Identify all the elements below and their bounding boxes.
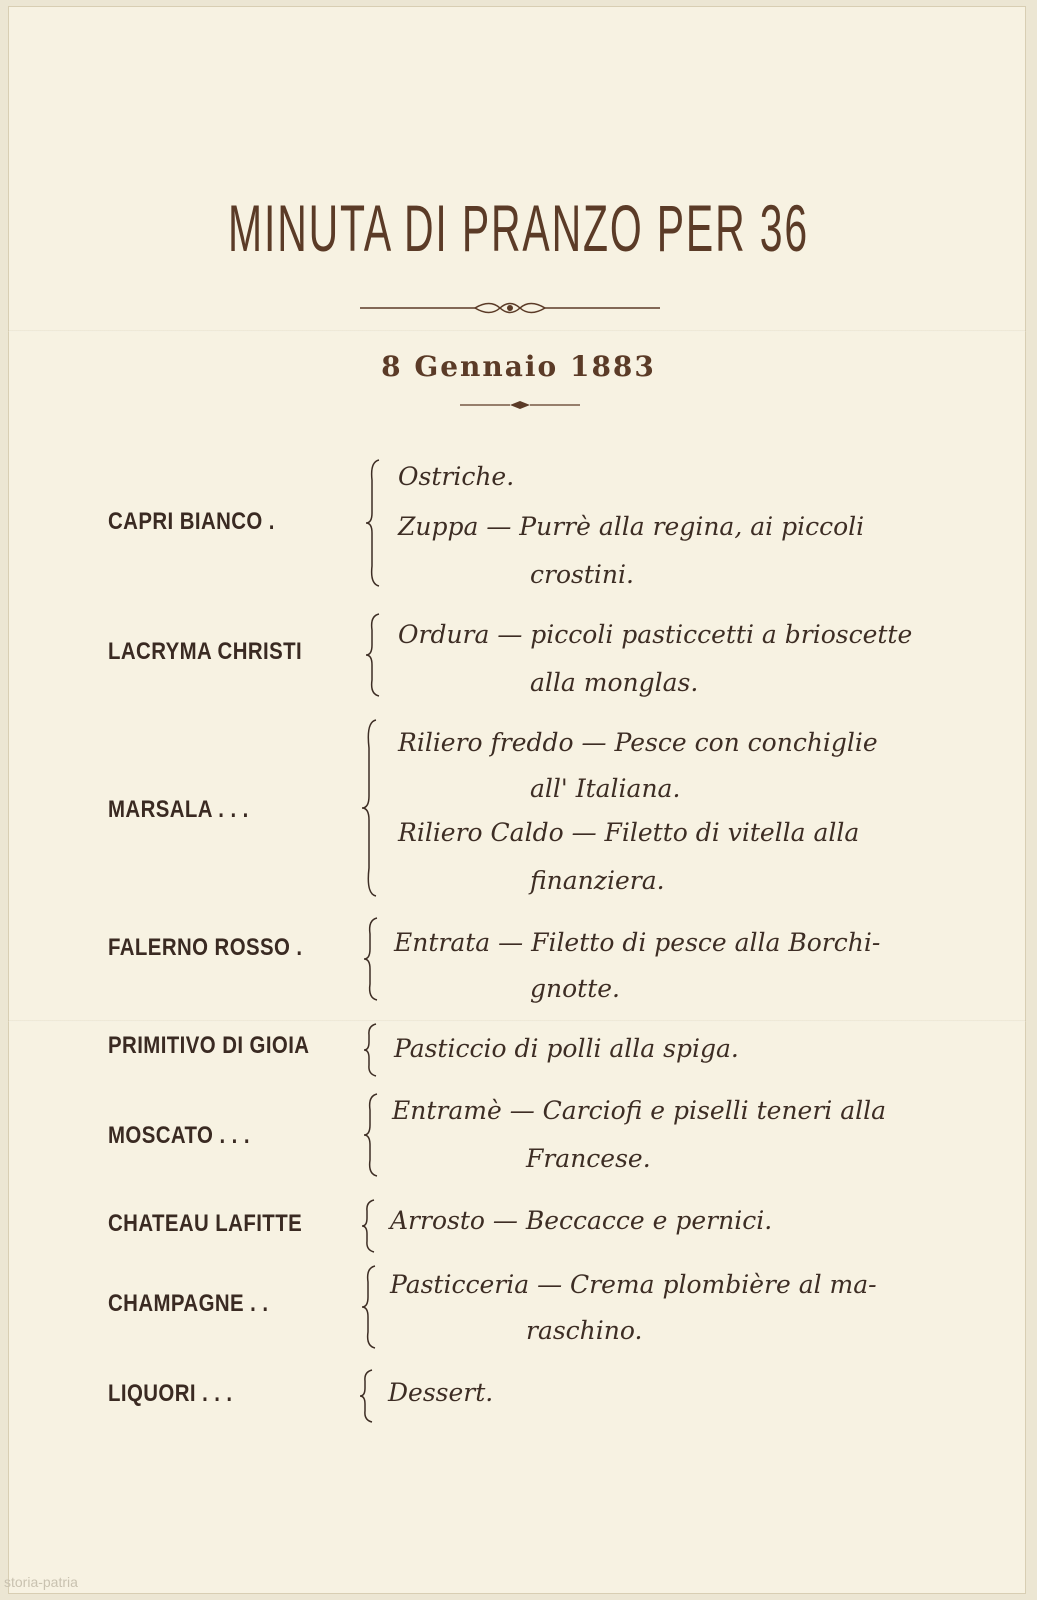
brace-icon: [362, 916, 382, 1002]
dish-line: crostini.: [530, 560, 634, 589]
brace-icon: [364, 458, 384, 588]
dish-line: Entramè — Carciofi e piselli teneri alla: [392, 1096, 887, 1125]
wine-label: LIQUORI . . .: [108, 1380, 233, 1407]
dish-line: Pasticceria — Crema plombière al ma-: [390, 1270, 877, 1299]
dish-line: finanziera.: [530, 866, 665, 895]
brace-icon: [360, 718, 382, 898]
brace-icon: [362, 1092, 382, 1178]
dish-line: Zuppa — Purrè alla regina, ai piccoli: [398, 512, 865, 541]
dish-line: alla monglas.: [530, 668, 699, 697]
dish-line: Francese.: [526, 1144, 651, 1173]
wine-label: MARSALA . . .: [108, 796, 249, 823]
dish-line: Ostriche.: [398, 462, 515, 491]
brace-icon: [360, 1198, 378, 1254]
date-ornament-rule: [460, 398, 580, 412]
menu-title: MINUTA DI PRANZO PER 36: [228, 191, 809, 265]
title-ornament-rule: [360, 296, 660, 320]
dish-line: Ordura — piccoli pasticcetti a brioscette: [398, 620, 913, 649]
wine-label: LACRYMA CHRISTI: [108, 638, 303, 665]
brace-icon: [360, 1264, 380, 1350]
fold-line: [8, 330, 1026, 332]
dish-line: raschino.: [526, 1316, 643, 1345]
menu-date: 8 Gennaio 1883: [381, 350, 656, 383]
dish-line: Riliero freddo — Pesce con conchiglie: [398, 728, 878, 757]
wine-label: PRIMITIVO DI GIOIA: [108, 1032, 310, 1059]
dish-line: Dessert.: [388, 1378, 494, 1407]
dish-line: all' Italiana.: [530, 774, 681, 803]
wine-label: MOSCATO . . .: [108, 1122, 250, 1149]
brace-icon: [364, 612, 384, 698]
wine-label: CHATEAU LAFITTE: [108, 1210, 303, 1237]
dish-line: Entrata — Filetto di pesce alla Borchi-: [394, 928, 881, 957]
dish-line: Arrosto — Beccacce e pernici.: [390, 1206, 773, 1235]
dish-line: Riliero Caldo — Filetto di vitella alla: [398, 818, 860, 847]
dish-line: gnotte.: [530, 974, 620, 1003]
wine-label: FALERNO ROSSO .: [108, 934, 303, 961]
brace-icon: [362, 1022, 380, 1078]
watermark: storia-patria: [4, 1574, 78, 1590]
wine-label: CHAMPAGNE . .: [108, 1290, 269, 1317]
brace-icon: [358, 1368, 376, 1424]
dish-line: Pasticcio di polli alla spiga.: [394, 1034, 739, 1063]
fold-line: [8, 1020, 1026, 1022]
wine-label: CAPRI BIANCO .: [108, 508, 275, 535]
